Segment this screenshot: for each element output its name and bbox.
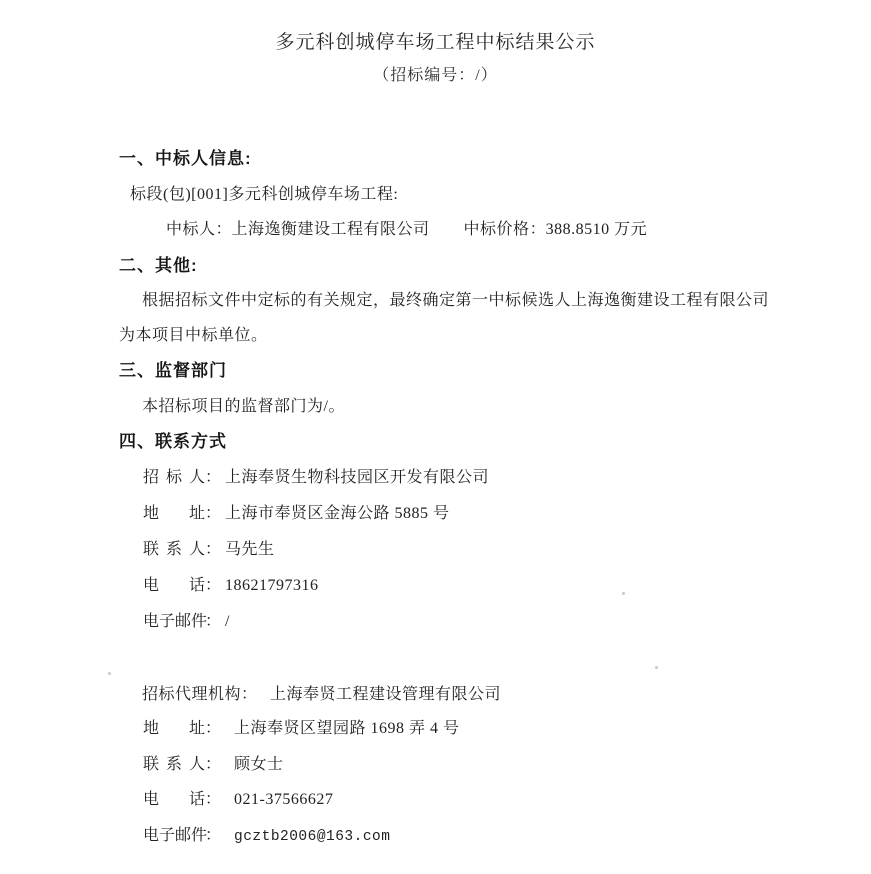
contact-person-label: 联系人 <box>143 541 205 558</box>
tenderer-address-row <box>143 500 450 523</box>
label-colon: ： <box>205 791 222 808</box>
label-colon: ： <box>205 720 222 737</box>
address-value: 上海市奉贤区金海公路 5885 号 <box>225 505 450 522</box>
address-label: 地址 <box>143 720 205 737</box>
winner-value: 上海逸衡建设工程有限公司 <box>231 221 430 238</box>
agency-address-row <box>143 715 460 738</box>
section2-line2: 为本项目中标单位。 <box>119 327 268 344</box>
agency-phone-row <box>143 786 333 809</box>
section3-body: 本招标项目的监督部门为/。 <box>142 398 345 415</box>
phone-value: 021-37566627 <box>234 791 334 808</box>
tenderer-row <box>143 464 489 487</box>
email-label: 电子邮件 <box>143 827 208 844</box>
address-value: 上海奉贤区望园路 1698 弄 4 号 <box>234 720 460 737</box>
section1-heading: 一、中标人信息: <box>119 149 252 168</box>
tenderer-contact-person-row <box>143 536 275 559</box>
scan-speck <box>655 666 658 669</box>
price-colon: ： <box>529 221 546 238</box>
winner-price-line <box>166 216 647 239</box>
agency-contact-person-row <box>143 751 284 774</box>
section2-line1: 根据招标文件中定标的有关规定，最终确定第一中标候选人上海逸衡建设工程有限公司 <box>142 292 770 309</box>
section2-heading: 二、其他: <box>119 256 198 275</box>
label-colon: ： <box>205 541 222 558</box>
tender-number-subtitle: （招标编号：/） <box>373 67 498 84</box>
email-value: / <box>225 613 230 630</box>
email-label: 电子邮件 <box>143 613 208 630</box>
section3-heading: 三、监督部门 <box>119 361 227 380</box>
section4-heading: 四、联系方式 <box>119 432 227 451</box>
label-colon: ： <box>205 505 222 522</box>
phone-label: 电话 <box>143 577 205 594</box>
agency-value: 上海奉贤工程建设管理有限公司 <box>270 686 502 703</box>
price-value: 388.8510 万元 <box>545 221 648 238</box>
tenderer-email-row <box>143 608 230 631</box>
document-title: 多元科创城停车场工程中标结果公示 <box>275 32 596 53</box>
contact-person-label: 联系人 <box>143 756 205 773</box>
tenderer-phone-row <box>143 572 319 595</box>
lot-line: 标段(包)[001]多元科创城停车场工程: <box>130 186 399 203</box>
winner-colon: ： <box>215 221 232 238</box>
label-colon: ： <box>205 613 222 630</box>
contact-person-value: 顾女士 <box>234 756 284 773</box>
scan-speck <box>108 672 111 675</box>
label-colon: ： <box>205 469 222 486</box>
email-value: gcztb2006@163.com <box>234 829 391 845</box>
tenderer-value: 上海奉贤生物科技园区开发有限公司 <box>225 469 490 486</box>
label-colon: ： <box>241 686 258 703</box>
winner-label: 中标人 <box>166 221 216 238</box>
agency-label: 招标代理机构 <box>142 686 242 703</box>
contact-person-value: 马先生 <box>225 541 275 558</box>
tenderer-label: 招标人 <box>143 469 205 486</box>
label-colon: ： <box>205 827 222 844</box>
phone-value: 18621797316 <box>225 577 319 594</box>
agency-row <box>142 681 501 704</box>
address-label: 地址 <box>143 505 205 522</box>
label-colon: ： <box>205 577 222 594</box>
price-label: 中标价格 <box>463 221 530 238</box>
phone-label: 电话 <box>143 791 205 808</box>
scan-speck <box>622 592 625 595</box>
label-colon: ： <box>205 756 222 773</box>
agency-email-row <box>143 822 390 845</box>
